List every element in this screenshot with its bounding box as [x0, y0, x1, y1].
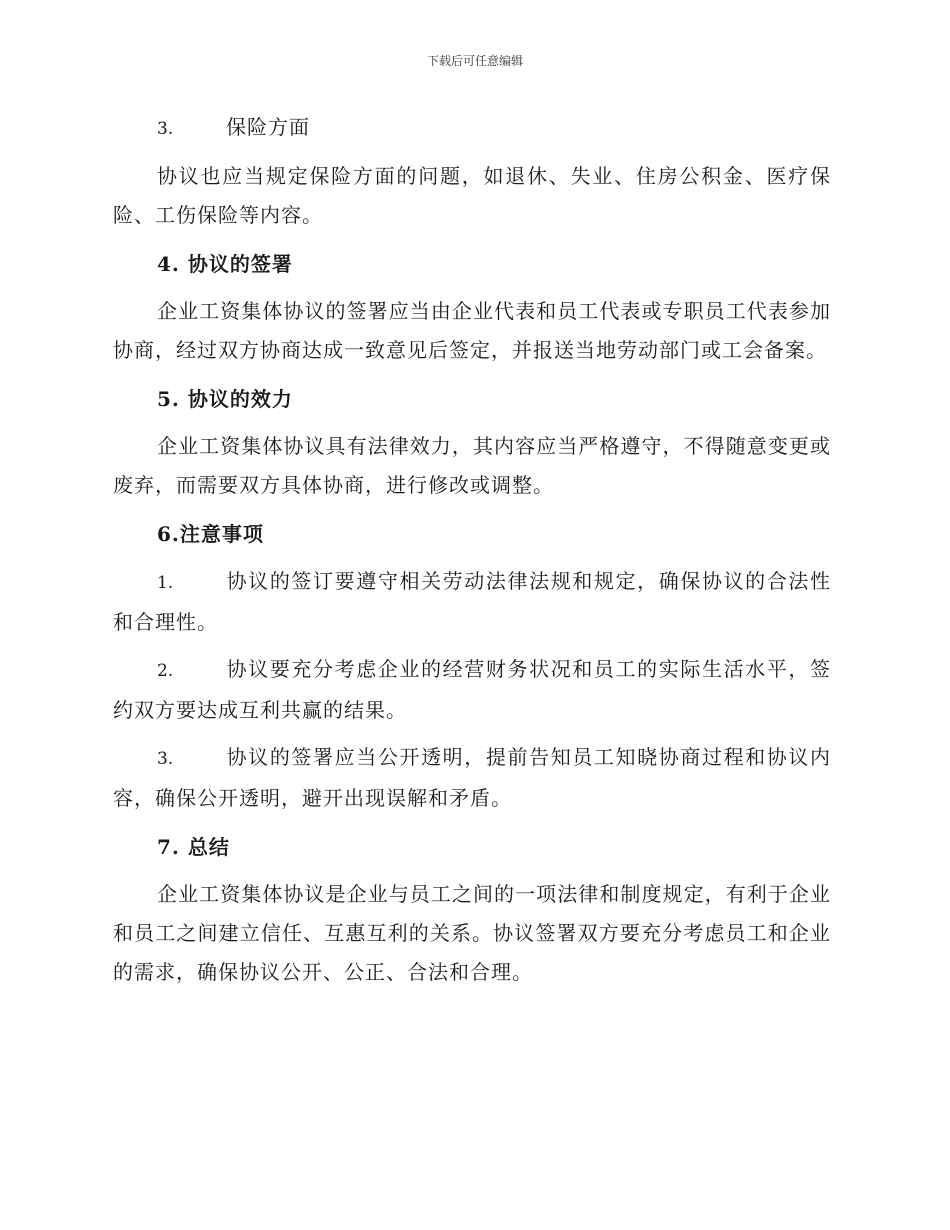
- item-1-number: 1.: [157, 573, 174, 593]
- section-3-title-text: 保险方面: [226, 115, 310, 139]
- section-3-number: 3.: [157, 119, 174, 139]
- item-2-number: 2.: [157, 661, 174, 681]
- document-body: [113, 108, 831, 992]
- section-5-heading: 5. 协议的效力: [157, 387, 293, 411]
- section-7-body: 企业工资集体协议是企业与员工之间的一项法律和制度规定，有利于企业和员工之间建立信任、互惠互利的关系。协议签署双方要充分考虑员工和企业的需求，确保协议公开、公正、合法和合理。: [113, 882, 831, 984]
- item-3-text: 协议的签署应当公开透明，提前告知员工知晓协商过程和协议内容，确保公开透明，避开出现误解和矛盾。: [113, 745, 831, 810]
- section-6-item-3: [113, 738, 831, 818]
- item-3-number: 3.: [157, 749, 174, 769]
- section-3-body: 协议也应当规定保险方面的问题，如退休、失业、住房公积金、医疗保险、工伤保险等内容。: [113, 164, 831, 227]
- section-4-body: 企业工资集体协议的签署应当由企业代表和员工代表或专职员工代表参加协商，经过双方协商达成一致意见后签定，并报送当地劳动部门或工会备案。: [113, 299, 831, 362]
- item-2-text: 协议要充分考虑企业的经营财务状况和员工的实际生活水平，签约双方要达成互利共赢的结果。: [113, 657, 831, 722]
- section-4-heading: 4. 协议的签署: [157, 252, 293, 276]
- section-6-item-1: [113, 562, 831, 642]
- section-6-heading: 6.注意事项: [157, 522, 264, 546]
- page-header: 下载后可任意编辑: [426, 54, 523, 68]
- section-7-heading: 7. 总结: [157, 835, 230, 859]
- item-1-text: 协议的签订要遵守相关劳动法律法规和规定，确保协议的合法性和合理性。: [113, 569, 831, 634]
- section-3-title: [113, 108, 831, 149]
- section-6-item-2: [113, 650, 831, 730]
- section-5-body: 企业工资集体协议具有法律效力，其内容应当严格遵守，不得随意变更或废弃，而需要双方具体协商，进行修改或调整。: [113, 434, 831, 497]
